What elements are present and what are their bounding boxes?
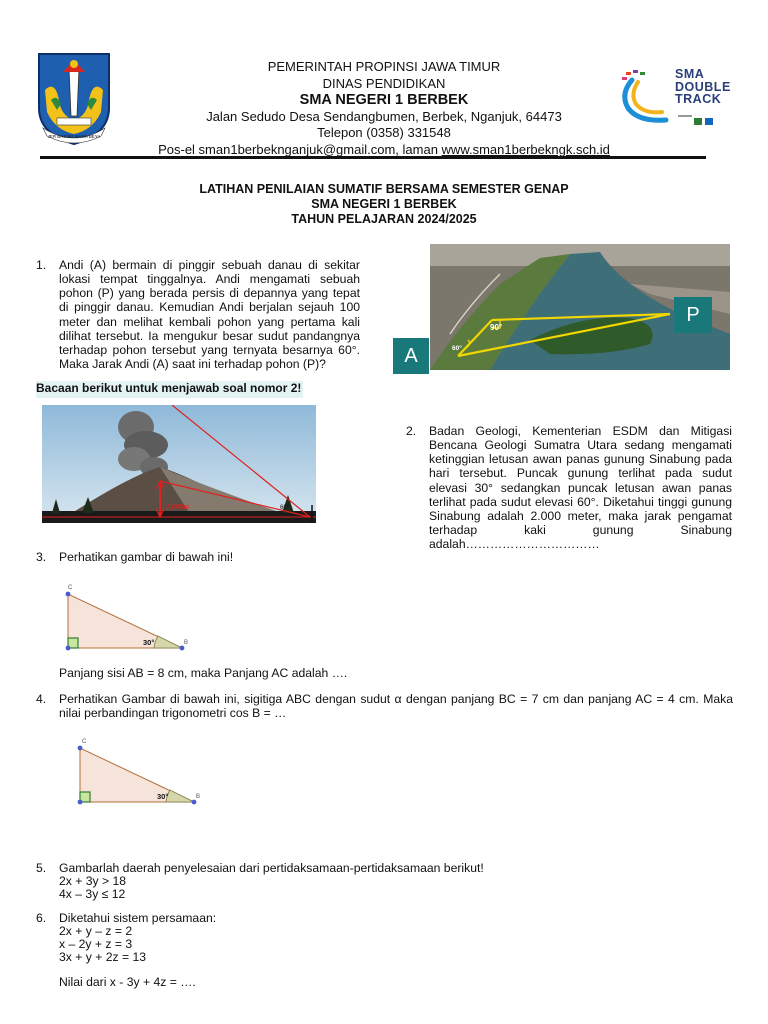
q3-vertex-b: B: [184, 640, 189, 646]
q4-vertex-c: C: [82, 739, 87, 745]
header-divider: [40, 156, 706, 159]
header-website-link[interactable]: www.sman1berbekngk.sch.id: [441, 141, 610, 157]
q2-volcano-image: [42, 405, 316, 523]
logo-small-marks: [678, 114, 718, 126]
q4-angle-label: 30°: [157, 792, 169, 801]
q3-question: Panjang sisi AB = 8 cm, maka Panjang AC adalah ….: [59, 666, 348, 680]
q4-text: Perhatikan Gambar di bawah ini, sigitiga ABC dengan sudut α dengan panjang BC = 7 cm dan panjang AC = 4 cm. Maka nilai perbandingan trigonometri cos B = …: [59, 692, 733, 721]
q1-number: 1.: [36, 258, 47, 272]
logo-word-track: TRACK: [675, 92, 722, 106]
q3-triangle-figure: [60, 582, 200, 654]
q6-equation-1: 2x + y – z = 2: [59, 924, 133, 939]
exam-title-line3: TAHUN PELAJARAN 2024/2025: [291, 212, 477, 226]
header-phone: Telepon (0358) 331548: [317, 125, 451, 140]
q6-number: 6.: [36, 911, 47, 925]
q2-text: Badan Geologi, Kementerian ESDM dan Mitigasi Bencana Geologi Sumatra Utara sedang mengamati ketinggian letusan awan panas gunung Sinabung pada hari tersebut. Puncak gunung terlihat pada sudut elevasi 30° sedangkan puncak letusan awan panas terlihat pada sudut elevasi 60°. Diketahui tinggi gunung Sinabung adalah 2.000 meter, maka jarak pengamat terhadap kaki gunung Sinabung adalah……………………………: [429, 424, 732, 552]
q5-text: [59, 861, 733, 901]
q3-intro: Perhatikan gambar di bawah ini!: [59, 550, 234, 564]
logo-word-sma: SMA: [675, 67, 705, 81]
q2-number: 2.: [406, 424, 417, 438]
sma-double-track-logo: [618, 66, 748, 130]
province-logo-motto: JER BASUKI MAWA BEYA: [47, 134, 101, 139]
q4-triangle-figure: [72, 736, 212, 808]
q5-inequality-1: 2x + 3y > 18: [59, 874, 127, 889]
q6-question: Nilai dari x - 3y + 4z = ….: [59, 975, 196, 989]
header-government: PEMERINTAH PROPINSI JAWA TIMUR: [267, 59, 501, 74]
sma-double-track-text: [675, 68, 731, 106]
q2-angle-label: 60°: [280, 505, 290, 511]
q1-angle-60-label: 60°: [452, 345, 462, 352]
logo-word-double: DOUBLE: [675, 79, 731, 94]
q1-angle-90-label: 90°: [490, 323, 503, 332]
q5-inequality-2: 4x – 3y ≤ 12: [59, 887, 126, 902]
q1-label-p: P: [686, 304, 700, 326]
q6-intro: Diketahui sistem persamaan:: [59, 911, 217, 925]
header-address: Jalan Sedudo Desa Sendangbumen, Berbek, Nganjuk, 64473: [206, 108, 562, 124]
q6-text: [59, 911, 733, 964]
exam-title: [0, 182, 768, 227]
header-block: [100, 59, 668, 158]
header-department: DINAS PENDIDIKAN: [322, 75, 446, 91]
reading-note-text: Bacaan berikut untuk menjawab soal nomor 2!: [36, 381, 302, 395]
reading-note: [36, 381, 303, 398]
q5-number: 5.: [36, 861, 47, 875]
q1-label-a: A: [404, 345, 418, 367]
q4-number: 4.: [36, 692, 47, 706]
q5-instruction: Gambarlah daerah penyelesaian dari pertidaksamaan-pertidaksamaan berikut!: [59, 861, 484, 875]
q4-vertex-b: B: [196, 794, 201, 800]
q1-text: Andi (A) bermain di pinggir sebuah danau di sekitar lokasi tempat tinggalnya. Andi mengamati sebuah pohon (P) yang berada persis di depannya yang tepat di pinggir danau. Kemudian Andi berjalan sejauh 100 meter dan melihat kembali pohon yang pertama kali dilihat tersebut. Ia mengukur besar sudut pandangnya terhadap pohon tersebut yang ternyata besarnya 60°. Maka Jarak Andi (A) saat ini terhadap pohon (P)?: [59, 258, 360, 371]
exam-title-line2: SMA NEGERI 1 BERBEK: [311, 197, 457, 211]
q2-height-label: 2.000m: [166, 504, 190, 511]
q6-equation-3: 3x + y + 2z = 13: [59, 950, 147, 965]
q1-label-a-box: [393, 338, 429, 374]
q6-equation-2: x – 2y + z = 3: [59, 937, 133, 952]
header-email: Pos-el sman1berbeknganjuk@gmail.com, laman: [158, 141, 442, 157]
q3-vertex-c: C: [68, 585, 73, 591]
q3-angle-label: 30°: [143, 638, 155, 647]
q1-label-p-box: [674, 297, 712, 333]
q3-number: 3.: [36, 550, 47, 564]
exam-title-line1: LATIHAN PENILAIAN SUMATIF BERSAMA SEMESTER GENAP: [199, 182, 569, 196]
header-school-name: SMA NEGERI 1 BERBEK: [299, 92, 469, 108]
